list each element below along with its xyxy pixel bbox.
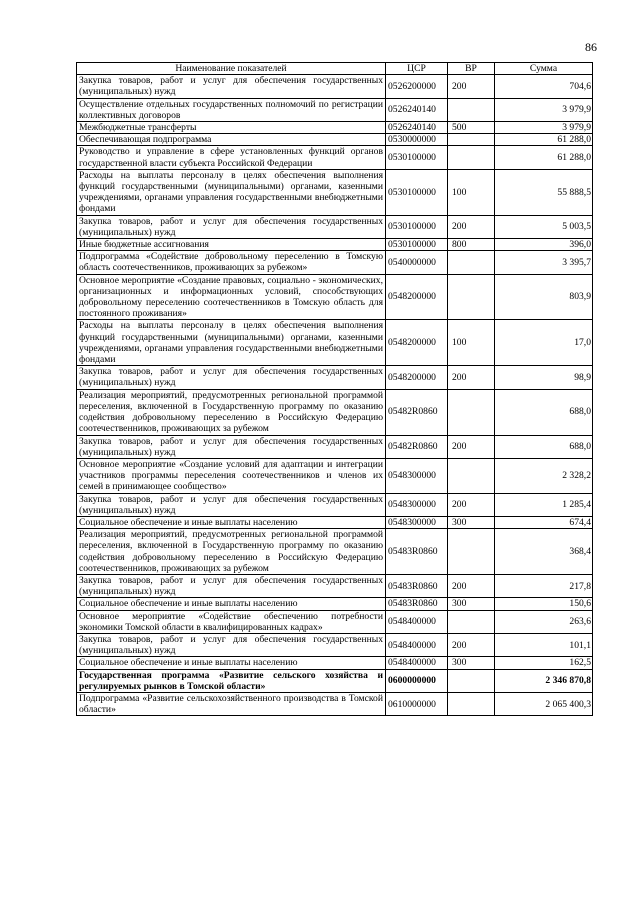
cell-name: Межбюджетные трансферты [77, 122, 386, 134]
budget-table [76, 62, 593, 716]
cell-name: Социальное обеспечение и иные выплаты населению [77, 516, 386, 528]
cell-sum: 396,0 [495, 239, 593, 251]
cell-csr: 0540000000 [386, 251, 448, 274]
table-row [77, 146, 593, 169]
cell-csr: 0526240140 [386, 122, 448, 134]
cell-sum: 688,0 [495, 435, 593, 458]
cell-vr: 200 [448, 215, 495, 238]
cell-name: Закупка товаров, работ и услуг для обеспечения государственных (муниципальных) нужд [77, 574, 386, 597]
cell-csr: 05483R0860 [386, 574, 448, 597]
table-row [77, 633, 593, 656]
cell-sum: 61 288,0 [495, 146, 593, 169]
table-row [77, 389, 593, 435]
cell-name: Закупка товаров, работ и услуг для обеспечения государственных (муниципальных) нужд [77, 633, 386, 656]
table-row [77, 598, 593, 610]
cell-sum: 217,8 [495, 574, 593, 597]
table-row [77, 274, 593, 320]
table-row [77, 134, 593, 146]
cell-csr: 0548400000 [386, 657, 448, 669]
table-row [77, 215, 593, 238]
cell-sum: 3 979,9 [495, 122, 593, 134]
cell-csr: 0530100000 [386, 146, 448, 169]
cell-name: Реализация мероприятий, предусмотренных региональной программой переселения, включенной в Государственную программу по оказанию содействия добровольному переселению в Российскую Федерацию соотечественников, проживающих за рубежом [77, 389, 386, 435]
cell-sum: 3 979,9 [495, 98, 593, 121]
cell-csr: 0548300000 [386, 458, 448, 493]
cell-name: Расходы на выплаты персоналу в целях обеспечения выполнения функций государственными (муниципальными) органами, казенными учреждениями, органами управления государственными внебюджетными фондами [77, 320, 386, 366]
cell-csr: 0526200000 [386, 75, 448, 98]
cell-csr: 0548400000 [386, 633, 448, 656]
cell-vr: 200 [448, 574, 495, 597]
cell-sum: 674,4 [495, 516, 593, 528]
table-row [77, 251, 593, 274]
table-row [77, 493, 593, 516]
cell-csr: 05483R0860 [386, 598, 448, 610]
header-sum: Сумма [495, 63, 593, 75]
cell-name: Социальное обеспечение и иные выплаты населению [77, 657, 386, 669]
header-csr: ЦСР [386, 63, 448, 75]
cell-csr: 0548400000 [386, 610, 448, 633]
header-vr: ВР [448, 63, 495, 75]
cell-csr: 0530000000 [386, 134, 448, 146]
table-row [77, 574, 593, 597]
cell-sum: 162,5 [495, 657, 593, 669]
cell-sum: 61 288,0 [495, 134, 593, 146]
cell-vr: 300 [448, 516, 495, 528]
cell-sum: 55 888,5 [495, 169, 593, 215]
cell-vr: 100 [448, 169, 495, 215]
cell-sum: 2 346 870,8 [495, 669, 593, 692]
cell-sum: 3 395,7 [495, 251, 593, 274]
cell-sum: 150,6 [495, 598, 593, 610]
header-name: Наименование показателей [77, 63, 386, 75]
cell-name: Осуществление отдельных государственных полномочий по регистрации коллективных договоров [77, 98, 386, 121]
table-row [77, 516, 593, 528]
cell-vr [448, 146, 495, 169]
cell-sum: 101,1 [495, 633, 593, 656]
cell-csr: 0530100000 [386, 215, 448, 238]
cell-name: Руководство и управление в сфере установленных функций органов государственной власти субъекта Российской Федерации [77, 146, 386, 169]
cell-vr: 200 [448, 75, 495, 98]
cell-name: Подпрограмма «Содействие добровольному переселению в Томскую область соотечественников, проживающих за рубежом» [77, 251, 386, 274]
cell-name: Реализация мероприятий, предусмотренных региональной программой переселения, включенной в Государственную программу по оказанию содействия добровольному переселению в Российскую Федерацию соотечественников, проживающих за рубежом [77, 529, 386, 575]
cell-vr: 300 [448, 598, 495, 610]
table-row [77, 169, 593, 215]
cell-vr [448, 134, 495, 146]
cell-vr [448, 692, 495, 715]
table-row [77, 75, 593, 98]
cell-csr: 0610000000 [386, 692, 448, 715]
cell-vr [448, 669, 495, 692]
cell-sum: 98,9 [495, 366, 593, 389]
cell-name: Закупка товаров, работ и услуг для обеспечения государственных (муниципальных) нужд [77, 435, 386, 458]
cell-name: Основное мероприятие «Содействие обеспечению потребности экономики Томской области в квалифицированных кадрах» [77, 610, 386, 633]
cell-vr: 300 [448, 657, 495, 669]
cell-vr [448, 610, 495, 633]
cell-vr [448, 529, 495, 575]
cell-vr [448, 458, 495, 493]
table-body [77, 75, 593, 716]
cell-sum: 368,4 [495, 529, 593, 575]
cell-csr: 0530100000 [386, 239, 448, 251]
cell-vr [448, 251, 495, 274]
cell-name: Обеспечивающая подпрограмма [77, 134, 386, 146]
cell-vr [448, 98, 495, 121]
cell-sum: 688,0 [495, 389, 593, 435]
cell-name: Закупка товаров, работ и услуг для обеспечения государственных (муниципальных) нужд [77, 75, 386, 98]
cell-sum: 1 285,4 [495, 493, 593, 516]
table-row [77, 239, 593, 251]
cell-name: Закупка товаров, работ и услуг для обеспечения государственных (муниципальных) нужд [77, 366, 386, 389]
cell-csr: 0548300000 [386, 516, 448, 528]
cell-sum: 2 328,2 [495, 458, 593, 493]
table-row [77, 435, 593, 458]
cell-csr: 05483R0860 [386, 529, 448, 575]
cell-name: Основное мероприятие «Создание условий для адаптации и интеграции участников программы переселения соотечественников и членов их семей в принимающее сообщество» [77, 458, 386, 493]
cell-name: Подпрограмма «Развитие сельскохозяйственного производства в Томской области» [77, 692, 386, 715]
table-row [77, 320, 593, 366]
cell-name: Социальное обеспечение и иные выплаты населению [77, 598, 386, 610]
table-row [77, 692, 593, 715]
cell-csr: 0548300000 [386, 493, 448, 516]
cell-vr: 500 [448, 122, 495, 134]
cell-csr: 05482R0860 [386, 435, 448, 458]
cell-sum: 803,9 [495, 274, 593, 320]
cell-name: Расходы на выплаты персоналу в целях обеспечения выполнения функций государственными (муниципальными) органами, казенными учреждениями, органами управления государственными внебюджетными фондами [77, 169, 386, 215]
cell-csr: 0548200000 [386, 320, 448, 366]
cell-name: Закупка товаров, работ и услуг для обеспечения государственных (муниципальных) нужд [77, 493, 386, 516]
table-header-row [77, 63, 593, 75]
cell-sum: 17,0 [495, 320, 593, 366]
cell-csr: 0526240140 [386, 98, 448, 121]
cell-csr: 0548200000 [386, 274, 448, 320]
table-row [77, 669, 593, 692]
table-row [77, 657, 593, 669]
cell-vr [448, 389, 495, 435]
cell-sum: 2 065 400,3 [495, 692, 593, 715]
table-row [77, 610, 593, 633]
table-row [77, 366, 593, 389]
cell-vr: 200 [448, 493, 495, 516]
cell-sum: 5 003,5 [495, 215, 593, 238]
table-row [77, 458, 593, 493]
cell-name: Государственная программа «Развитие сельского хозяйства и регулируемых рынков в Томской области» [77, 669, 386, 692]
table-row [77, 529, 593, 575]
cell-name: Основное мероприятие «Создание правовых, социально - экономических, организационных и информационных условий, способствующих добровольному переселению соотечественников в Томскую область для постоянного проживания» [77, 274, 386, 320]
table-row [77, 122, 593, 134]
cell-vr [448, 274, 495, 320]
cell-csr: 05482R0860 [386, 389, 448, 435]
cell-vr: 200 [448, 366, 495, 389]
cell-vr: 100 [448, 320, 495, 366]
cell-csr: 0530100000 [386, 169, 448, 215]
table-row [77, 98, 593, 121]
cell-csr: 0600000000 [386, 669, 448, 692]
cell-vr: 200 [448, 633, 495, 656]
cell-sum: 263,6 [495, 610, 593, 633]
cell-vr: 800 [448, 239, 495, 251]
cell-sum: 704,6 [495, 75, 593, 98]
cell-name: Закупка товаров, работ и услуг для обеспечения государственных (муниципальных) нужд [77, 215, 386, 238]
page-number: 86 [585, 40, 597, 54]
cell-vr: 200 [448, 435, 495, 458]
cell-csr: 0548200000 [386, 366, 448, 389]
cell-name: Иные бюджетные ассигнования [77, 239, 386, 251]
